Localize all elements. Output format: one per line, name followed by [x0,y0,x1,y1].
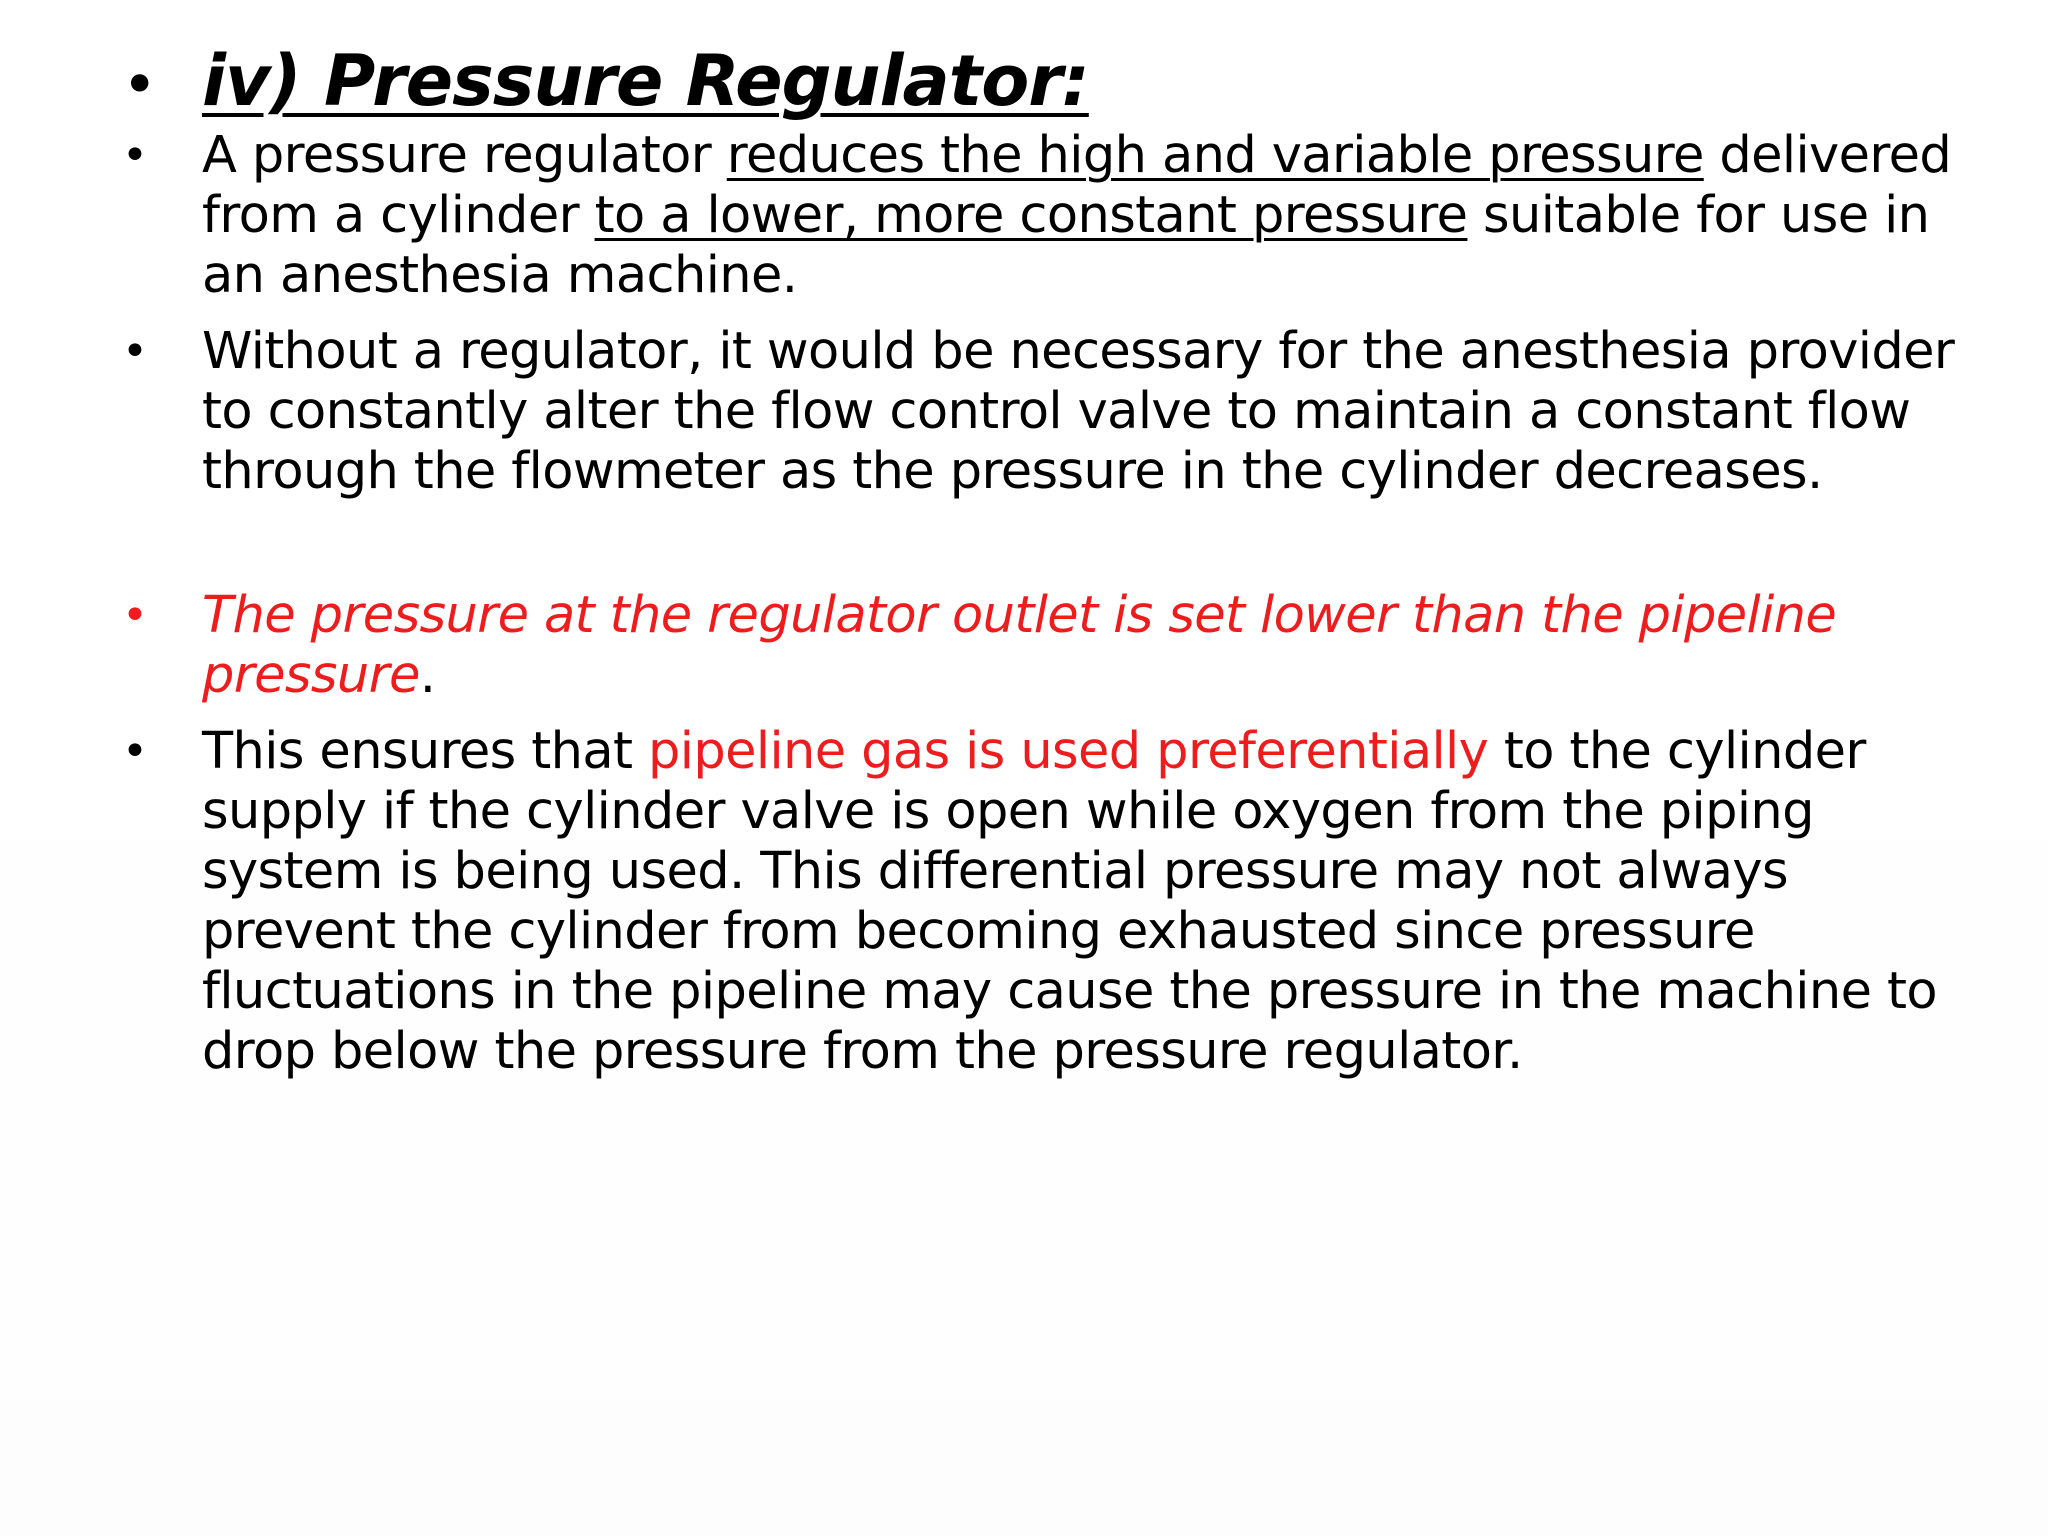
underlined-phrase: to a lower, more constant pressure [594,186,1468,245]
bullet-icon: • [122,130,148,181]
bullet-text: Without a regulator, it would be necessary for the anesthesia provider to constantly alter the flow control valve to maintain a constant flow through the flowmeter as the pressure in the cylinder decreases. [202,322,1955,501]
text-tail: to the cylinder supply if the cylinder valve is open while oxygen from the piping system is being used. This differential pressure may not always prevent the cylinder from becoming exhausted since pressure fluctuations in the pipeline may cause the pressure in the machine to drop below the pressure from the pressure regulator. [202,722,1937,1081]
text-lead: This ensures that [202,722,649,781]
text-tail: suitable for use in an anesthesia machine. [202,186,1930,305]
slide-title-text: iv) Pressure Regulator: [202,40,1089,122]
text-lead: A pressure regulator [202,126,727,185]
bullet-item-without-regulator [120,322,1980,502]
bullet-item-pipeline-preference [120,722,1980,1082]
bullet-icon: • [122,326,148,377]
period: . [419,646,436,705]
bullet-item-regulator-definition [120,126,1980,306]
bullet-icon: • [122,50,157,120]
bullet-icon: • [122,726,148,777]
bullet-icon: • [122,590,148,641]
emphasis-text: pipeline gas is used preferentially [648,722,1489,781]
bullet-item-outlet-pressure [120,586,1980,706]
text-mid: delivered from a cylinder [202,126,1952,245]
slide-title [120,36,1980,126]
bullet-list [120,36,1980,1082]
emphasis-text: The pressure at the regulator outlet is set lower than the pipeline pressure [202,586,1837,705]
underlined-phrase: reduces the high and variable pressure [726,126,1704,185]
